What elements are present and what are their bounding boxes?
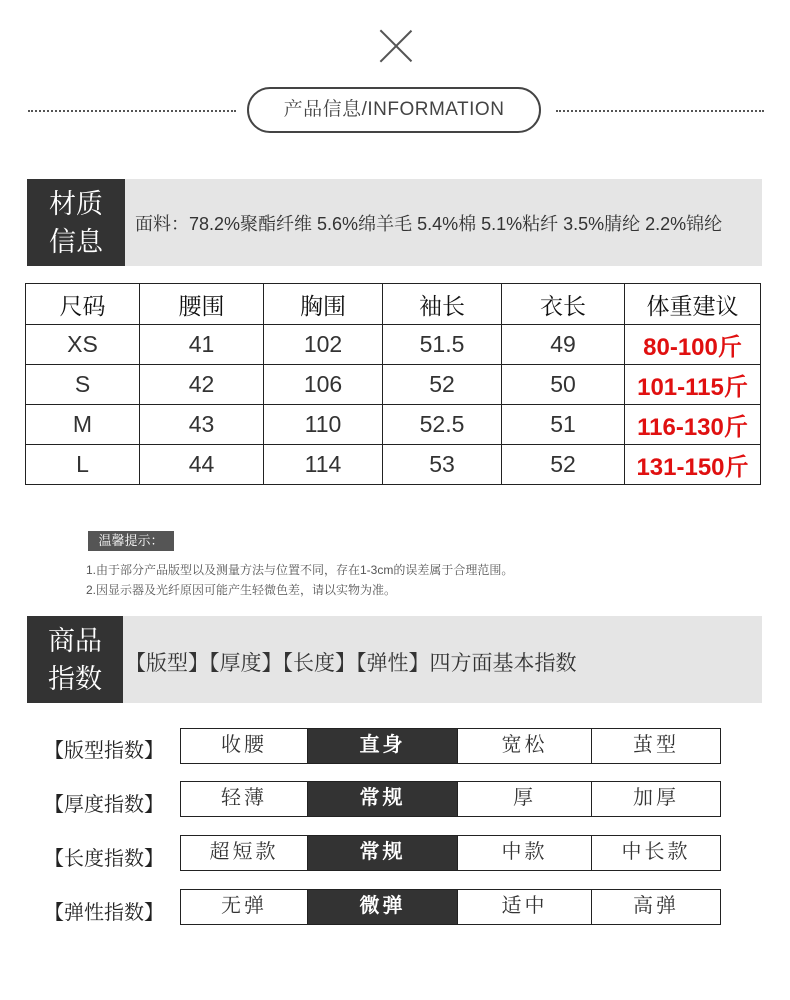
material-text: 面料：78.2%聚酯纤维 5.6%绵羊毛 5.4%棉 5.1%粘纤 3.5%腈纶 2.2%锦纶 xyxy=(135,214,723,234)
header-cell: 胸围 xyxy=(264,284,383,325)
table-cell: 43 xyxy=(140,405,264,445)
option-cell-selected: 直身 xyxy=(307,729,457,763)
fit-index-label: 【版型指数】 xyxy=(44,740,164,762)
table-cell: 114 xyxy=(264,445,383,485)
option-cell: 收腰 xyxy=(221,734,267,756)
table-cell: 106 xyxy=(264,365,383,405)
table-cell: 51 xyxy=(502,405,625,445)
table-cell: M xyxy=(26,405,140,445)
table-cell: L xyxy=(26,445,140,485)
thickness-index-label: 【厚度指数】 xyxy=(44,794,164,816)
table-cell: 41 xyxy=(140,325,264,365)
table-cell: XS xyxy=(26,325,140,365)
option-cell: 茧型 xyxy=(591,729,720,763)
table-cell: 49 xyxy=(502,325,625,365)
header-cell: 袖长 xyxy=(383,284,502,325)
table-row xyxy=(26,405,761,445)
tip-line-2: 2.因显示器及光纤原因可能产生轻微色差，请以实物为准。 xyxy=(86,583,397,597)
option-cell-selected: 常规 xyxy=(307,782,457,816)
option-cell-selected: 常规 xyxy=(307,836,457,870)
option-cell-selected: 微弹 xyxy=(307,890,457,924)
index-label: 商品 指数 xyxy=(27,616,123,703)
table-cell: 50 xyxy=(502,365,625,405)
weight-cell: 101-115斤 xyxy=(625,365,761,405)
weight-cell: 80-100斤 xyxy=(625,325,761,365)
table-cell: 52.5 xyxy=(383,405,502,445)
header-cell: 衣长 xyxy=(502,284,625,325)
header-cell: 尺码 xyxy=(26,284,140,325)
table-cell: 52 xyxy=(383,365,502,405)
tip-tag: 温馨提示： xyxy=(88,531,174,551)
tip-line-1: 1.由于部分产品版型以及测量方法与位置不同，存在1-3cm的误差属于合理范围。 xyxy=(86,563,514,577)
size-table-header xyxy=(26,284,761,325)
elasticity-index-scale xyxy=(180,889,721,925)
weight-cell: 116-130斤 xyxy=(625,405,761,445)
weight-cell: 131-150斤 xyxy=(625,445,761,485)
thickness-index-scale xyxy=(180,781,721,817)
length-index-label: 【长度指数】 xyxy=(44,848,164,870)
table-cell: 53 xyxy=(383,445,502,485)
table-cell: 44 xyxy=(140,445,264,485)
option-cell: 厚 xyxy=(457,782,591,816)
fit-index-scale xyxy=(180,728,721,764)
info-title-pill: 产品信息/INFORMATION xyxy=(247,87,541,133)
table-row xyxy=(26,445,761,485)
table-cell: S xyxy=(26,365,140,405)
dotted-divider-right xyxy=(556,110,764,112)
option-cell: 超短款 xyxy=(209,841,279,863)
table-row xyxy=(26,325,761,365)
option-cell: 中款 xyxy=(457,836,591,870)
dotted-divider-left xyxy=(28,110,236,112)
option-cell: 中长款 xyxy=(591,836,720,870)
table-cell: 51.5 xyxy=(383,325,502,365)
option-cell: 加厚 xyxy=(591,782,720,816)
option-cell: 高弹 xyxy=(591,890,720,924)
option-cell: 宽松 xyxy=(457,729,591,763)
material-label: 材质 信息 xyxy=(27,179,125,266)
size-table xyxy=(25,283,761,485)
length-index-scale xyxy=(180,835,721,871)
option-cell: 无弹 xyxy=(221,895,267,917)
index-text: 【版型】【厚度】【长度】【弹性】四方面基本指数 xyxy=(125,652,577,675)
option-cell: 轻薄 xyxy=(221,787,267,809)
elasticity-index-label: 【弹性指数】 xyxy=(44,902,164,924)
table-cell: 102 xyxy=(264,325,383,365)
close-x-icon xyxy=(378,28,414,64)
option-cell: 适中 xyxy=(457,890,591,924)
table-cell: 52 xyxy=(502,445,625,485)
header-cell: 腰围 xyxy=(140,284,264,325)
table-cell: 42 xyxy=(140,365,264,405)
table-cell: 110 xyxy=(264,405,383,445)
table-row xyxy=(26,365,761,405)
header-cell: 体重建议 xyxy=(625,284,761,325)
